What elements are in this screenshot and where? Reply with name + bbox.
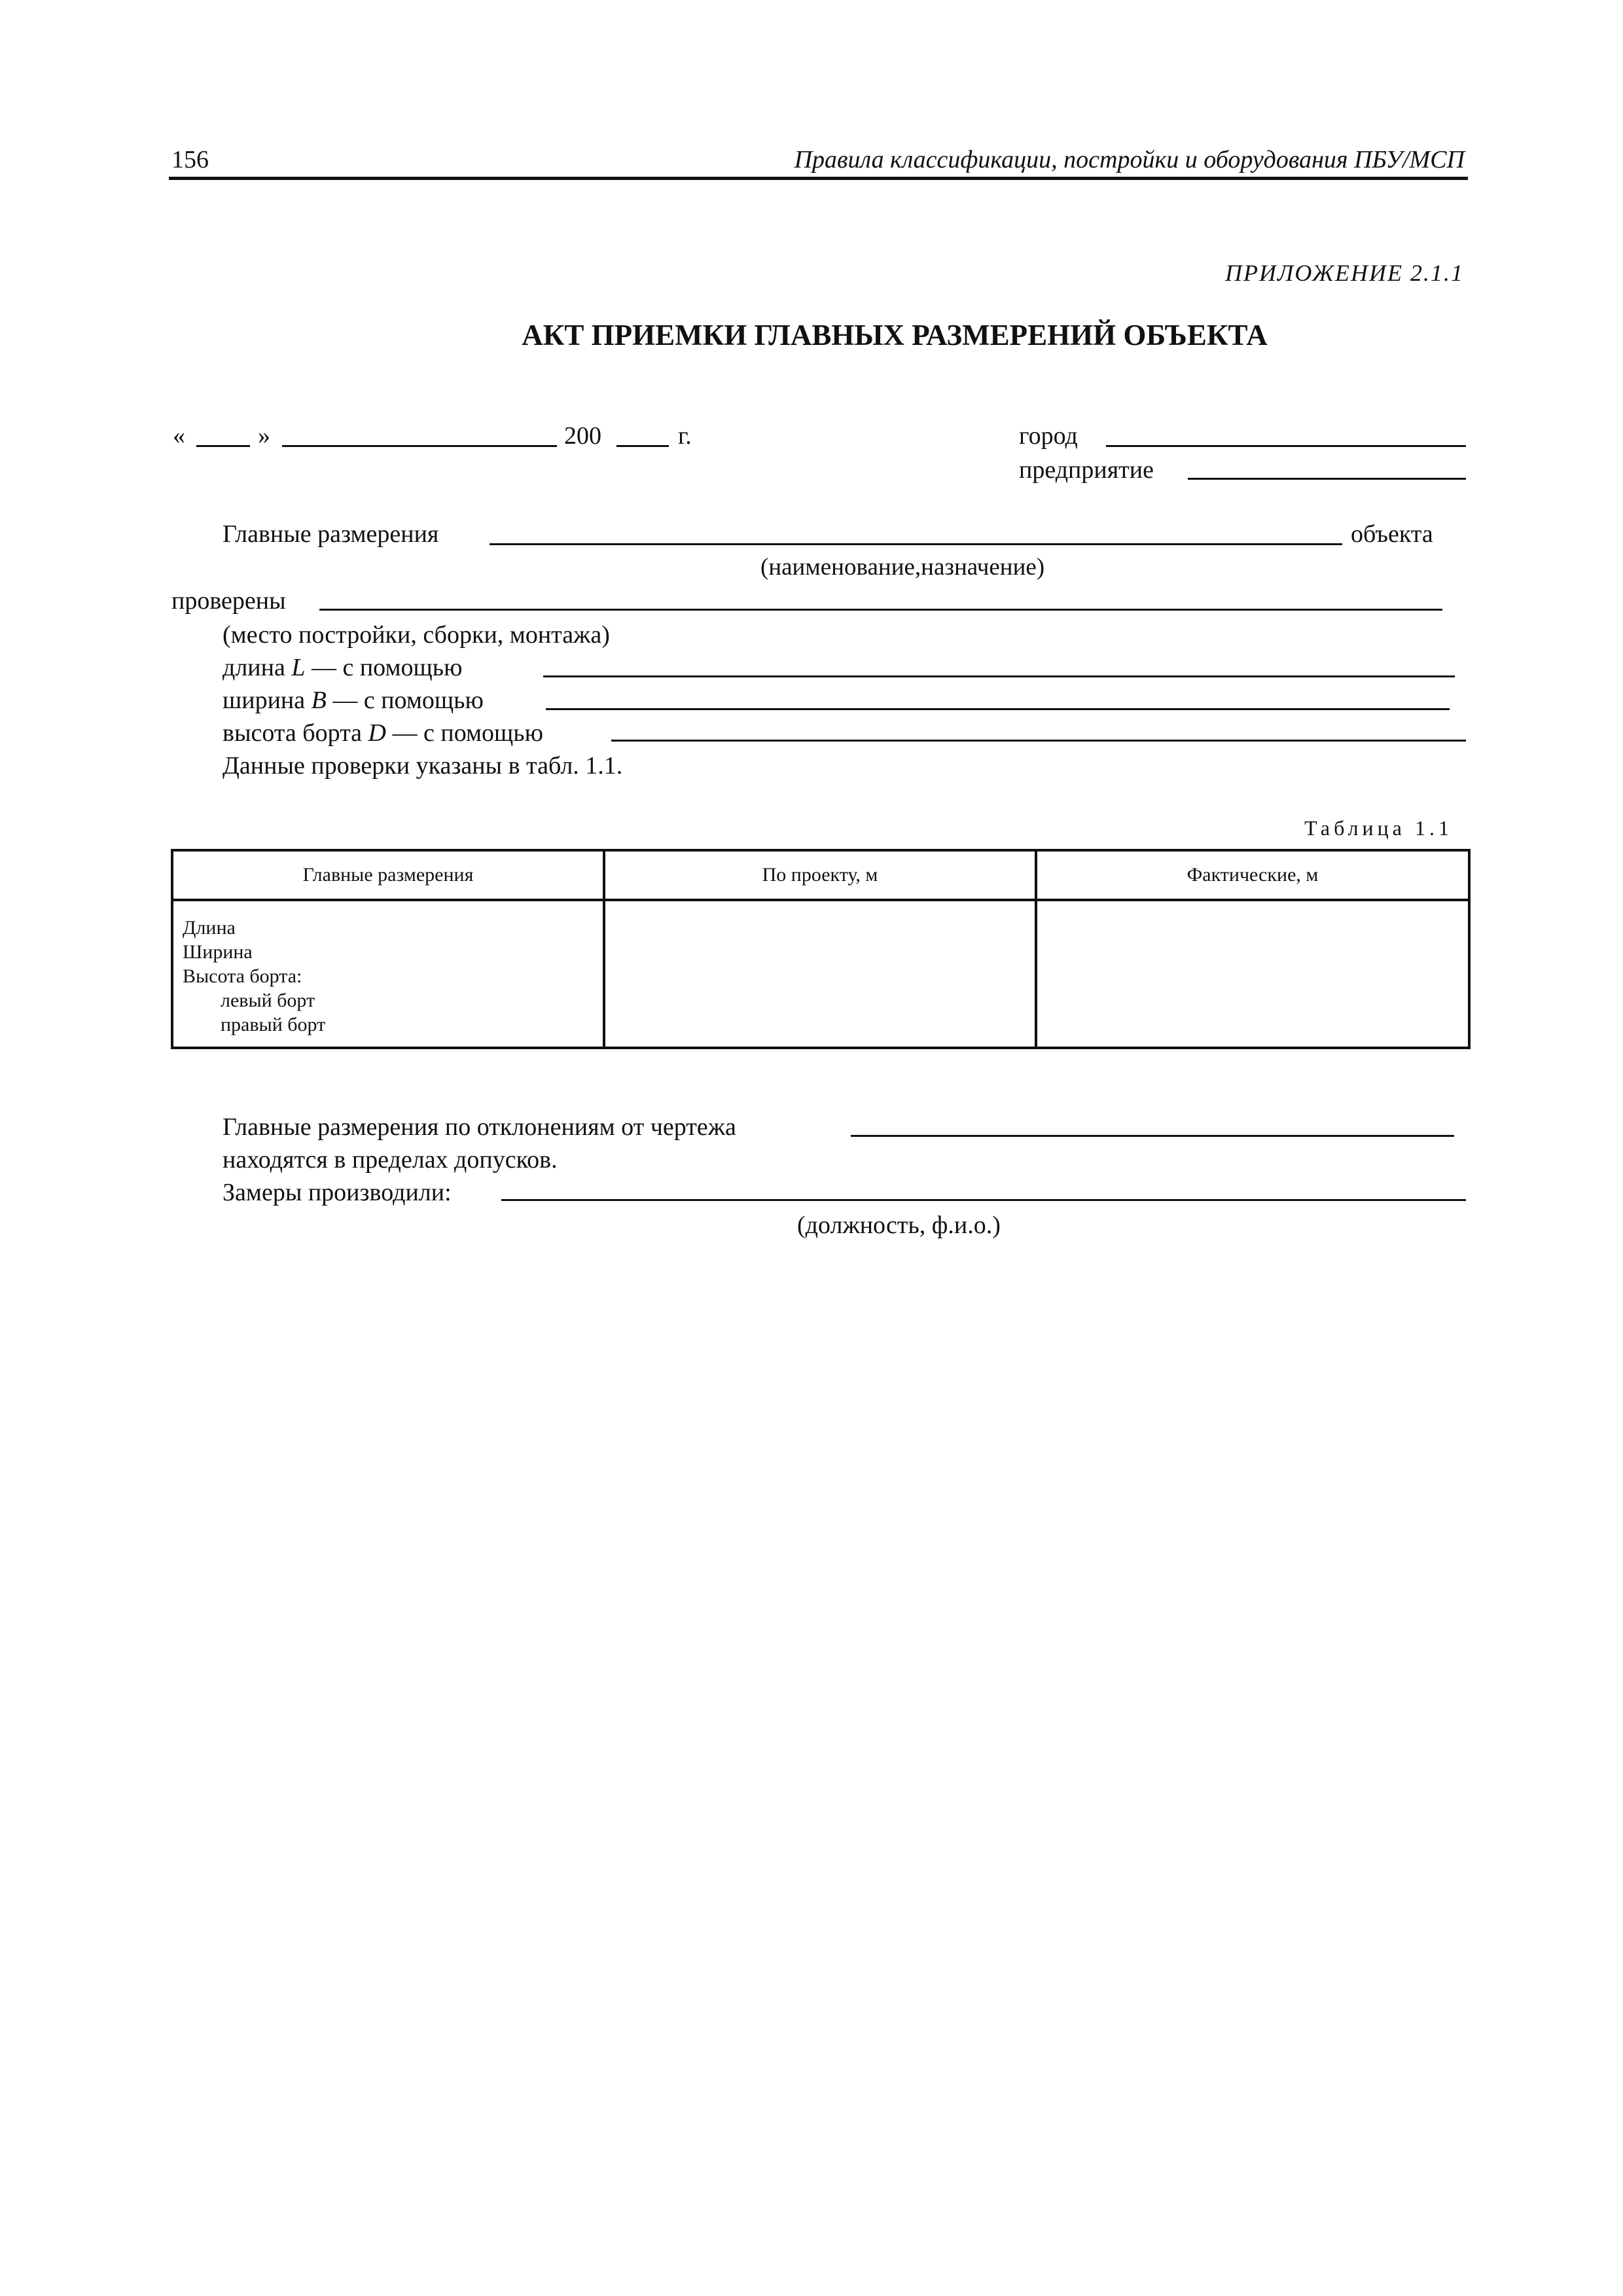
row-labels — [173, 901, 603, 1037]
width-suffix: — с помощью — [326, 687, 484, 714]
table-header-row — [172, 850, 1469, 900]
page-number: 156 — [171, 146, 209, 173]
length-suffix: — с помощью — [305, 654, 463, 681]
depth-method-field[interactable] — [611, 740, 1466, 742]
length-symbol: L — [291, 654, 306, 681]
city-label: город — [1019, 422, 1078, 450]
running-title: Правила классификации, постройки и оборудования ПБУ/МСП — [794, 146, 1465, 173]
row-label: левый борт — [221, 990, 315, 1011]
header-rule — [169, 177, 1468, 180]
city-field[interactable] — [1106, 445, 1466, 447]
width-prefix: ширина — [223, 687, 312, 714]
table-header-cell: Фактические, м — [1036, 850, 1469, 900]
within-tolerance: находятся в пределах допусков. — [223, 1146, 558, 1174]
document-title: АКТ ПРИЕМКИ ГЛАВНЫХ РАЗМЕРЕНИЙ ОБЪЕКТА — [522, 319, 1268, 351]
name-hint: (наименование,назначение) — [760, 554, 1045, 581]
deviation-line: Главные размерения по отклонениям от чертежа — [223, 1113, 736, 1141]
month-field[interactable] — [282, 445, 557, 447]
enterprise-label: предприятие — [1019, 456, 1154, 484]
checked-label: проверены — [171, 587, 286, 615]
date-open-quote: « — [173, 422, 185, 450]
length-prefix: длина — [223, 654, 292, 681]
row-label: правый борт — [221, 1014, 326, 1035]
year-field[interactable] — [616, 445, 669, 447]
length-label — [223, 653, 463, 682]
depth-suffix: — с помощью — [386, 719, 544, 747]
row-label: Высота борта: — [183, 965, 302, 987]
table-caption: Таблица 1.1 — [1304, 816, 1453, 840]
year-suffix: г. — [678, 422, 692, 450]
position-hint: (должность, ф.и.о.) — [797, 1211, 1001, 1239]
depth-symbol: D — [368, 719, 386, 747]
depth-prefix: высота борта — [223, 719, 368, 747]
depth-label — [223, 719, 543, 747]
table-header-cell: По проекту, м — [604, 850, 1036, 900]
enterprise-field[interactable] — [1188, 478, 1466, 480]
dimensions-table — [171, 849, 1471, 1049]
length-method-field[interactable] — [543, 675, 1455, 677]
table-header-cell: Главные размерения — [172, 850, 604, 900]
width-symbol: B — [311, 687, 327, 714]
design-values-cell[interactable] — [604, 900, 1036, 1048]
row-label: Длина — [183, 917, 236, 939]
deviation-field[interactable] — [851, 1135, 1454, 1137]
row-labels-cell — [172, 900, 604, 1048]
measured-by-label: Замеры производили: — [223, 1179, 452, 1206]
width-label — [223, 686, 484, 715]
main-dims-label: Главные размерения — [223, 520, 439, 548]
place-hint: (место постройки, сборки, монтажа) — [223, 621, 610, 649]
row-label: Ширина — [183, 941, 253, 963]
object-name-field[interactable] — [490, 543, 1342, 545]
width-method-field[interactable] — [546, 708, 1450, 710]
table-row — [172, 900, 1469, 1048]
date-close-quote: » — [258, 422, 270, 450]
year-prefix: 200 — [564, 422, 601, 450]
appendix-label: ПРИЛОЖЕНИЕ 2.1.1 — [1225, 260, 1464, 286]
checked-place-field[interactable] — [319, 609, 1442, 611]
day-field[interactable] — [196, 445, 250, 447]
object-word: объекта — [1351, 520, 1433, 548]
actual-values-cell[interactable] — [1036, 900, 1469, 1048]
data-note: Данные проверки указаны в табл. 1.1. — [223, 752, 623, 780]
measured-by-field[interactable] — [501, 1199, 1466, 1201]
